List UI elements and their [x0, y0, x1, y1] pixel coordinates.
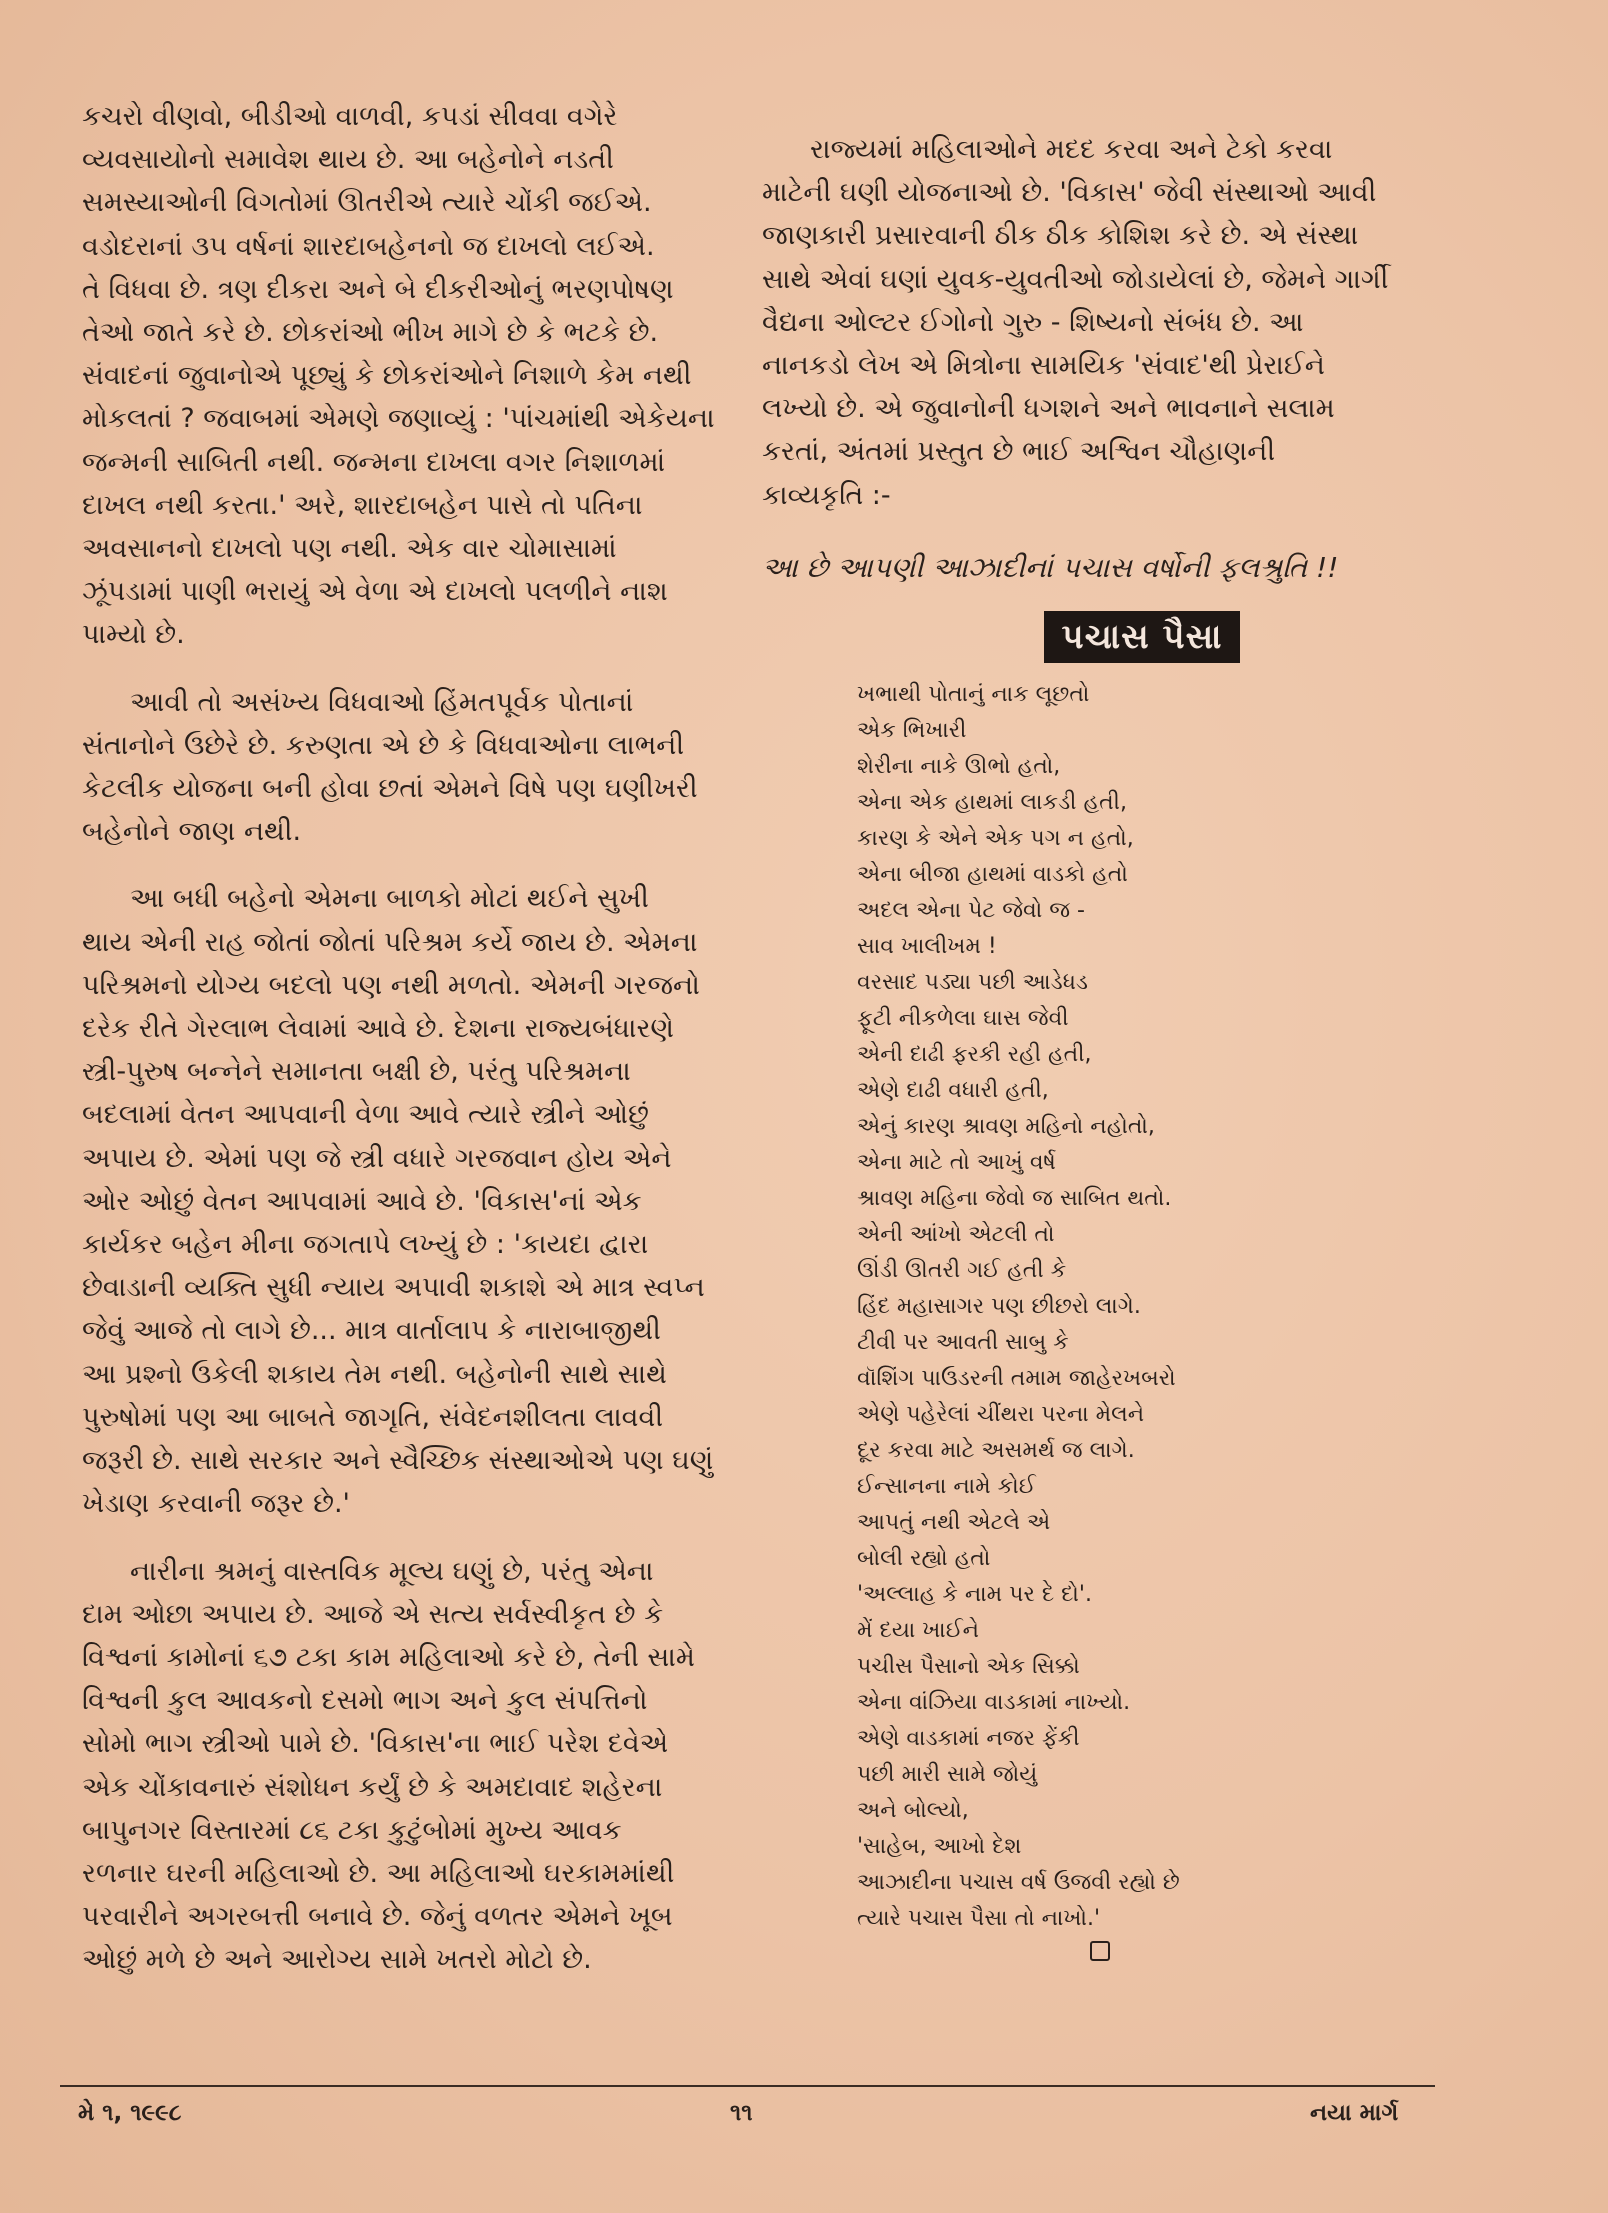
paragraph-1: કચરો વીણવો, બીડીઓ વાળવી, કપડાં સીવવા વગેરે વ્યવસાયોનો સમાવેશ થાય છે. આ બહેનોને નડતી સમસ્યાઓની વિગતોમાં ઊતરીએ ત્યારે ચોંકી જઈએ. વડોદરાનાં ૩૫ વર્ષનાં શારદાબહેનનો જ દાખલો લઈએ. તે વિધવા છે. ત્રણ દીકરા અને બે દીકરીઓનું ભરણપોષણ તેઓ જાતે કરે છે. છોકરાંઓ ભીખ માગે છે કે ભટકે છે. સંવાદનાં જુવાનોએ પૂછ્યું કે છોકરાંઓને નિશાળે કેમ નથી મોકલતાં ? જવાબમાં એમણે જણાવ્યું : 'પાંચમાંથી એકેયના જન્મની સાબિતી નથી. જન્મના દાખલા વગર નિશાળમાં દાખલ નથી કરતા.' અરે, શારદાબહેન પાસે તો પતિના અવસાનનો દાખલો પણ નથી. એક વાર ચોમાસામાં ઝૂંપડામાં પાણી ભરાયું એ વેળા એ દાખલો પલળીને નાશ પામ્યો છે.: [82, 101, 715, 651]
poem-line: એની દાઢી ફરકી રહી હતી,: [857, 1041, 1092, 1067]
poem-title: પચાસ પૈસા: [1044, 611, 1241, 663]
poem-line: મેં દયા ખાઈને: [857, 1617, 980, 1643]
poem-line: એની આંખો એટલી તો: [857, 1221, 1055, 1247]
poem-line: એણે વાડકામાં નજર ફેંકી: [857, 1725, 1080, 1751]
paragraph-4: નારીના શ્રમનું વાસ્તવિક મૂલ્ય ઘણું છે, પરંતુ એના દામ ઓછા અપાય છે. આજે એ સત્ય સર્વસ્વીકૃત છે કે વિશ્વનાં કામોનાં ૬૭ ટકા કામ મહિલાઓ કરે છે, તેની સામે વિશ્વની કુલ આવકનો દસમો ભાગ અને કુલ સંપત્તિનો સોમો ભાગ સ્ત્રીઓ પામે છે. 'વિકાસ'ના ભાઈ પરેશ દવેએ એક ચોંકાવનારું સંશોધન કર્યું છે કે અમદાવાદ શહેરના બાપુનગર વિસ્તારમાં ૮૬ ટકા કુટુંબોમાં મુખ્ય આવક રળનાર ઘરની મહિલાઓ છે. આ મહિલાઓ ઘરકામમાંથી પરવારીને અગરબત્તી બનાવે છે. જેનું વળતર એમને ખૂબ ઓછું મળે છે અને આરોગ્ય સામે ખતરો મોટો છે.: [82, 1555, 695, 1976]
poem-line: ફૂટી નીકળેલા ઘાસ જેવી: [857, 1005, 1069, 1031]
poem-line: એના બીજા હાથમાં વાડકો હતો: [857, 861, 1128, 887]
poem-line: વૉશિંગ પાઉડરની તમામ જાહેરખબરો: [857, 1365, 1176, 1391]
footer-page-number: ૧૧: [730, 2100, 753, 2126]
poem-line: વરસાદ પડ્યા પછી આડેધડ: [857, 969, 1088, 995]
poem-line: એના વાંઝિયા વાડકામાં નાખ્યો.: [857, 1689, 1131, 1715]
poem-line: ઊંડી ઊતરી ગઈ હતી કે: [857, 1257, 1067, 1283]
poem-line: આઝાદીના પચાસ વર્ષ ઉજવી રહ્યો છે: [857, 1869, 1180, 1895]
poem-line: એના એક હાથમાં લાકડી હતી,: [857, 789, 1127, 815]
poem-line: એના માટે તો આખું વર્ષ: [857, 1149, 1056, 1175]
poem-line: ઈન્સાનના નામે કોઈ: [857, 1473, 1036, 1499]
poem-line: અદલ એના પેટ જેવો જ -: [857, 897, 1085, 923]
poem-line: શ્રાવણ મહિના જેવો જ સાબિત થતો.: [857, 1185, 1172, 1211]
tagline: આ છે આપણી આઝાદીનાં પચાસ વર્ષોની ફલશ્રુતિ !!: [762, 550, 1339, 584]
poem-line: એણે પહેરેલાં ચીંથરા પરના મેલને: [857, 1401, 1145, 1427]
poem-line: આપતું નથી એટલે એ: [857, 1509, 1051, 1535]
poem-line: અને બોલ્યો,: [857, 1797, 969, 1823]
footer-magazine-name: નયા માર્ગ: [1310, 2100, 1399, 2126]
poem-line: એણે દાઢી વધારી હતી,: [857, 1077, 1049, 1103]
poem-line: દૂર કરવા માટે અસમર્થ જ લાગે.: [857, 1437, 1135, 1463]
poem-line: પચીસ પૈસાનો એક સિક્કો: [857, 1653, 1080, 1679]
poem-line: 'અલ્લાહ કે નામ પર દે દો'.: [857, 1581, 1092, 1607]
paragraph-2: આવી તો અસંખ્ય વિધવાઓ હિંમતપૂર્વક પોતાનાં સંતાનોને ઉછેરે છે. કરુણતા એ છે કે વિધવાઓના લાભની કેટલીક યોજના બની હોવા છતાં એમને વિષે પણ ઘણીખરી બહેનોને જાણ નથી.: [82, 686, 698, 848]
poem-title-wrap: [762, 611, 1442, 663]
poem-line: બોલી રહ્યો હતો: [857, 1545, 991, 1571]
poem-line: એક ભિખારી: [857, 717, 967, 743]
poem-line: એનું કારણ શ્રાવણ મહિનો નહોતો,: [857, 1113, 1155, 1139]
poem-line: શેરીના નાકે ઊભો હતો,: [857, 753, 1061, 779]
poem-line: ખભાથી પોતાનું નાક લૂછતો: [857, 681, 1090, 707]
intro-paragraph: રાજ્યમાં મહિલાઓને મદદ કરવા અને ટેકો કરવા માટેની ઘણી યોજનાઓ છે. 'વિકાસ' જેવી સંસ્થાઓ આવી જાણકારી પ્રસારવાની ઠીક ઠીક કોશિશ કરે છે. એ સંસ્થા સાથે એવાં ઘણાં યુવક-યુવતીઓ જોડાયેલાં છે, જેમને ગાર્ગી વૈદ્યના ઓલ્ટર ઈગોનો ગુરુ - શિષ્યનો સંબંધ છે. આ નાનકડો લેખ એ મિત્રોના સામયિક 'સંવાદ'થી પ્રેરાઈને લખ્યો છે. એ જુવાનોની ધગશને અને ભાવનાને સલામ કરતાં, અંતમાં પ્રસ્તુત છે ભાઈ અશ્વિન ચૌહાણની કાવ્યકૃતિ :-: [762, 134, 1389, 511]
poem-line: હિંદ મહાસાગર પણ છીછરો લાગે.: [857, 1293, 1141, 1319]
end-of-article-icon: [1090, 1941, 1110, 1961]
poem-line: ટીવી પર આવતી સાબુ કે: [857, 1329, 1069, 1355]
footer-date: મે ૧, ૧૯૯૮: [78, 2100, 182, 2126]
poem: [857, 677, 1442, 1937]
right-column: [762, 128, 1442, 1961]
poem-line: કારણ કે એને એક પગ ન હતો,: [857, 825, 1134, 851]
poem-line: ત્યારે પચાસ પૈસા તો નાખો.': [857, 1905, 1101, 1931]
poem-line: સાવ ખાલીખમ !: [857, 933, 997, 959]
footer-rule: [60, 2085, 1435, 2087]
left-column: [82, 95, 732, 1982]
paragraph-3: આ બધી બહેનો એમના બાળકો મોટાં થઈને સુખી થાય એની રાહ જોતાં જોતાં પરિશ્રમ કર્યે જાય છે. એમના પરિશ્રમનો યોગ્ય બદલો પણ નથી મળતો. એમની ગરજનો દરેક રીતે ગેરલાભ લેવામાં આવે છે. દેશના રાજ્યબંધારણે સ્ત્રી-પુરુષ બન્નેને સમાનતા બક્ષી છે, પરંતુ પરિશ્રમના બદલામાં વેતન આપવાની વેળા આવે ત્યારે સ્ત્રીને ઓછું અપાય છે. એમાં પણ જે સ્ત્રી વધારે ગરજવાન હોય એને ઓર ઓછું વેતન આપવામાં આવે છે. 'વિકાસ'નાં એક કાર્યકર બહેન મીના જગતાપે લખ્યું છે : 'કાયદા દ્વારા છેવાડાની વ્યક્તિ સુધી ન્યાય અપાવી શકાશે એ માત્ર સ્વપ્ન જેવું આજે તો લાગે છે... માત્ર વાર્તાલાપ કે નારાબાજીથી આ પ્રશ્નો ઉકેલી શકાય તેમ નથી. બહેનોની સાથે સાથે પુરુષોમાં પણ આ બાબતે જાગૃતિ, સંવેદનશીલતા લાવવી જરૂરી છે. સાથે સરકાર અને સ્વૈચ્છિક સંસ્થાઓએ પણ ઘણું ખેડાણ કરવાની જરૂર છે.': [82, 883, 714, 1520]
poem-line: પછી મારી સામે જોયું: [857, 1761, 1038, 1787]
poem-line: 'સાહેબ, આખો દેશ: [857, 1833, 1022, 1859]
